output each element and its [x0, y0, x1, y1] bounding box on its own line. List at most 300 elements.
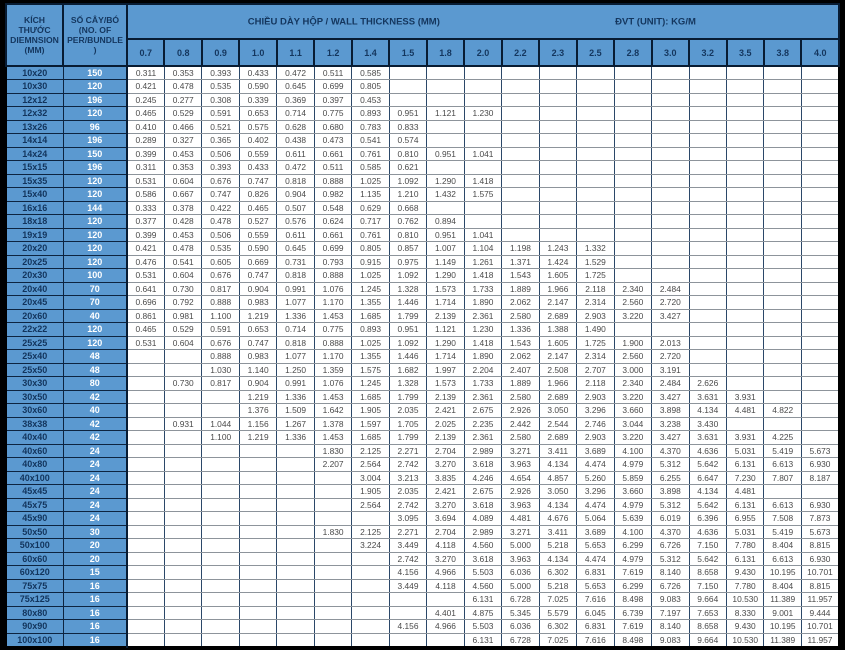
weight-cell: [427, 593, 464, 607]
weight-cell: 2.147: [539, 296, 576, 310]
weight-cell: 8.815: [801, 579, 839, 593]
weight-cell: 0.818: [277, 269, 314, 283]
weight-cell: 1.529: [577, 255, 614, 269]
weight-cell: 0.676: [202, 336, 239, 350]
weight-cell: 0.680: [314, 120, 351, 134]
weight-cell: 2.580: [502, 431, 539, 445]
weight-cell: 1.890: [464, 350, 501, 364]
weight-cell: 7.807: [764, 471, 801, 485]
weight-cell: 0.576: [277, 215, 314, 229]
weight-cell: 0.586: [127, 188, 164, 202]
weight-cell: 0.805: [352, 242, 389, 256]
weight-cell: 2.013: [652, 336, 689, 350]
weight-cell: 2.340: [614, 377, 651, 391]
weight-cell: [239, 471, 276, 485]
table-row: [6, 620, 839, 634]
bundle-count-cell: 70: [63, 296, 127, 310]
weight-cell: [727, 309, 764, 323]
dimension-cell: 14x14: [6, 134, 63, 148]
weight-cell: 1.453: [314, 309, 351, 323]
weight-cell: [652, 188, 689, 202]
weight-cell: [652, 215, 689, 229]
weight-cell: 1.230: [464, 323, 501, 337]
weight-cell: 1.245: [352, 377, 389, 391]
weight-cell: 11.957: [801, 593, 839, 607]
weight-cell: 3.050: [539, 404, 576, 418]
weight-cell: 7.025: [539, 633, 576, 647]
weight-cell: 0.377: [127, 215, 164, 229]
weight-cell: [801, 228, 839, 242]
weight-cell: [464, 161, 501, 175]
weight-cell: [614, 269, 651, 283]
weight-cell: 1.830: [314, 525, 351, 539]
weight-cell: [164, 390, 201, 404]
bundle-count-cell: 16: [63, 579, 127, 593]
weight-cell: [539, 120, 576, 134]
table-row: [6, 120, 839, 134]
weight-cell: 10.701: [801, 620, 839, 634]
weight-cell: [764, 309, 801, 323]
weight-cell: 0.604: [164, 336, 201, 350]
bundle-count-cell: 120: [63, 242, 127, 256]
weight-cell: 0.717: [352, 215, 389, 229]
weight-cell: [727, 147, 764, 161]
bundle-count-cell: 80: [63, 377, 127, 391]
weight-cell: 1.290: [427, 174, 464, 188]
weight-cell: [464, 134, 501, 148]
weight-cell: 3.296: [577, 485, 614, 499]
weight-cell: [652, 93, 689, 107]
weight-cell: 0.714: [277, 323, 314, 337]
table-row: [6, 93, 839, 107]
weight-cell: [652, 201, 689, 215]
weight-cell: 2.742: [389, 458, 426, 472]
weight-cell: 0.653: [239, 107, 276, 121]
weight-cell: 3.631: [689, 390, 726, 404]
weight-cell: [689, 296, 726, 310]
weight-cell: [689, 363, 726, 377]
weight-cell: 8.498: [614, 633, 651, 647]
weight-cell: [577, 107, 614, 121]
table-row: [6, 215, 839, 229]
weight-cell: 7.230: [727, 471, 764, 485]
weight-cell: 0.511: [314, 66, 351, 80]
weight-cell: 4.089: [464, 512, 501, 526]
dimension-cell: 15x40: [6, 188, 63, 202]
thickness-col-header: 1.1: [277, 39, 314, 66]
weight-cell: 0.605: [202, 255, 239, 269]
bundle-count-cell: 24: [63, 444, 127, 458]
weight-cell: [502, 201, 539, 215]
weight-cell: 0.817: [202, 282, 239, 296]
weight-cell: 3.931: [727, 390, 764, 404]
weight-cell: 1.230: [464, 107, 501, 121]
weight-cell: 6.647: [689, 471, 726, 485]
weight-cell: 2.742: [389, 552, 426, 566]
weight-cell: [689, 174, 726, 188]
weight-cell: 0.507: [277, 201, 314, 215]
weight-cell: [652, 80, 689, 94]
bundle-count-cell: 42: [63, 390, 127, 404]
weight-cell: 1.376: [239, 404, 276, 418]
weight-cell: [577, 215, 614, 229]
weight-cell: [164, 633, 201, 647]
weight-cell: 4.156: [389, 566, 426, 580]
weight-cell: [314, 512, 351, 526]
weight-cell: [314, 552, 351, 566]
weight-cell: 5.642: [689, 458, 726, 472]
weight-cell: 0.478: [164, 242, 201, 256]
weight-cell: 9.444: [801, 606, 839, 620]
weight-cell: 1.355: [352, 350, 389, 364]
weight-cell: 3.050: [539, 485, 576, 499]
weight-cell: 0.521: [202, 120, 239, 134]
weight-cell: 0.730: [164, 282, 201, 296]
weight-cell: [127, 579, 164, 593]
weight-cell: 0.747: [239, 174, 276, 188]
weight-cell: [202, 606, 239, 620]
weight-cell: 0.433: [239, 66, 276, 80]
weight-cell: [727, 201, 764, 215]
table-row: [6, 566, 839, 580]
weight-cell: [727, 80, 764, 94]
weight-cell: 1.799: [389, 390, 426, 404]
weight-cell: 0.604: [164, 269, 201, 283]
weight-cell: 0.975: [389, 255, 426, 269]
weight-cell: [202, 471, 239, 485]
weight-cell: 0.775: [314, 107, 351, 121]
weight-cell: 6.930: [801, 498, 839, 512]
weight-cell: 2.421: [427, 485, 464, 499]
weight-cell: [314, 539, 351, 553]
weight-cell: [801, 296, 839, 310]
weight-cell: 6.726: [652, 539, 689, 553]
table-row: [6, 404, 839, 418]
weight-cell: [502, 188, 539, 202]
weight-cell: [352, 512, 389, 526]
weight-cell: 8.330: [727, 606, 764, 620]
weight-cell: 2.989: [464, 444, 501, 458]
weight-cell: 0.506: [202, 228, 239, 242]
weight-cell: 3.411: [539, 525, 576, 539]
weight-cell: 3.296: [577, 404, 614, 418]
weight-cell: 0.535: [202, 80, 239, 94]
dimension-header: [6, 4, 63, 66]
weight-cell: 1.336: [502, 323, 539, 337]
weight-cell: 0.611: [277, 147, 314, 161]
table-row: [6, 296, 839, 310]
thickness-col-header: 1.0: [239, 39, 276, 66]
weight-cell: 0.308: [202, 93, 239, 107]
weight-cell: 0.699: [314, 242, 351, 256]
weight-cell: [239, 620, 276, 634]
weight-cell: [239, 552, 276, 566]
weight-cell: [689, 282, 726, 296]
weight-cell: 1.378: [314, 417, 351, 431]
weight-cell: 8.187: [801, 471, 839, 485]
dimension-cell: 75x125: [6, 593, 63, 607]
dimension-cell: 18x18: [6, 215, 63, 229]
dimension-cell: 19x19: [6, 228, 63, 242]
weight-cell: 2.675: [464, 485, 501, 499]
weight-cell: 11.957: [801, 633, 839, 647]
weight-cell: [577, 228, 614, 242]
weight-cell: 2.062: [502, 296, 539, 310]
table-row: [6, 242, 839, 256]
weight-cell: 3.689: [577, 525, 614, 539]
weight-cell: 5.260: [577, 471, 614, 485]
weight-cell: 7.150: [689, 579, 726, 593]
weight-cell: [164, 431, 201, 445]
weight-cell: [202, 566, 239, 580]
weight-cell: 1.336: [277, 431, 314, 445]
weight-cell: 0.531: [127, 174, 164, 188]
weight-cell: 3.270: [427, 552, 464, 566]
weight-cell: 0.548: [314, 201, 351, 215]
weight-cell: [727, 134, 764, 148]
dimension-header-line: THƯỚC: [18, 24, 51, 35]
weight-cell: 1.418: [464, 336, 501, 350]
weight-cell: 1.685: [352, 390, 389, 404]
weight-cell: 2.235: [464, 417, 501, 431]
weight-cell: [577, 80, 614, 94]
weight-cell: 9.430: [727, 566, 764, 580]
bundle-count-cell: 196: [63, 93, 127, 107]
weight-cell: [764, 350, 801, 364]
table-row: [6, 201, 839, 215]
weight-cell: [239, 512, 276, 526]
weight-cell: [539, 66, 576, 80]
weight-cell: [764, 147, 801, 161]
table-row: [6, 606, 839, 620]
weight-cell: 1.575: [464, 188, 501, 202]
weight-cell: [652, 174, 689, 188]
weight-cell: [164, 525, 201, 539]
weight-cell: 2.580: [502, 309, 539, 323]
weight-cell: 7.619: [614, 566, 651, 580]
weight-cell: [239, 525, 276, 539]
weight-cell: [801, 242, 839, 256]
weight-cell: 2.626: [689, 377, 726, 391]
weight-cell: [577, 93, 614, 107]
weight-cell: 3.694: [427, 512, 464, 526]
weight-cell: 5.642: [689, 552, 726, 566]
weight-cell: 0.478: [202, 215, 239, 229]
weight-cell: 7.619: [614, 620, 651, 634]
weight-cell: 8.404: [764, 539, 801, 553]
weight-cell: 6.613: [764, 498, 801, 512]
weight-cell: 1.044: [202, 417, 239, 431]
bundle-count-cell: 30: [63, 525, 127, 539]
weight-cell: [464, 80, 501, 94]
weight-cell: 1.076: [314, 282, 351, 296]
weight-cell: [164, 458, 201, 472]
weight-cell: 3.220: [614, 309, 651, 323]
weight-cell: 4.401: [427, 606, 464, 620]
bundle-count-cell: 120: [63, 174, 127, 188]
weight-cell: [727, 93, 764, 107]
table-body: [6, 66, 839, 647]
weight-cell: 9.083: [652, 593, 689, 607]
weight-cell: 0.629: [352, 201, 389, 215]
weight-cell: [764, 242, 801, 256]
weight-cell: 0.421: [127, 242, 164, 256]
weight-cell: [239, 606, 276, 620]
weight-cell: [614, 255, 651, 269]
weight-cell: [127, 404, 164, 418]
weight-cell: [352, 606, 389, 620]
weight-cell: 5.312: [652, 552, 689, 566]
weight-cell: 0.611: [277, 228, 314, 242]
weight-cell: [127, 620, 164, 634]
weight-cell: 6.831: [577, 620, 614, 634]
weight-cell: 1.900: [614, 336, 651, 350]
weight-cell: [389, 606, 426, 620]
weight-cell: [502, 161, 539, 175]
weight-cell: 0.399: [127, 147, 164, 161]
weight-cell: 2.125: [352, 525, 389, 539]
weight-cell: 1.733: [464, 377, 501, 391]
weight-cell: 0.574: [389, 134, 426, 148]
weight-cell: 6.131: [727, 552, 764, 566]
weight-cell: 1.453: [314, 390, 351, 404]
dimension-cell: 12x32: [6, 107, 63, 121]
weight-cell: [164, 485, 201, 499]
weight-cell: 0.466: [164, 120, 201, 134]
weight-cell: 0.393: [202, 66, 239, 80]
weight-cell: [164, 552, 201, 566]
weight-cell: 1.210: [389, 188, 426, 202]
weight-cell: [164, 579, 201, 593]
weight-cell: [164, 512, 201, 526]
bundle-count-cell: 150: [63, 66, 127, 80]
dimension-header-line: DIEMNSION: [10, 35, 59, 45]
weight-cell: 1.149: [427, 255, 464, 269]
weight-cell: [801, 363, 839, 377]
weight-cell: [202, 593, 239, 607]
weight-cell: 3.224: [352, 539, 389, 553]
weight-cell: 5.345: [502, 606, 539, 620]
bundle-count-cell: 120: [63, 336, 127, 350]
weight-cell: 4.481: [727, 404, 764, 418]
table-row: [6, 458, 839, 472]
weight-cell: [614, 80, 651, 94]
weight-cell: [727, 255, 764, 269]
weight-cell: 8.498: [614, 593, 651, 607]
weight-cell: [314, 498, 351, 512]
weight-cell: 1.219: [239, 431, 276, 445]
bundle-header-line: SỐ CÂY/BÓ: [70, 14, 120, 25]
weight-cell: [539, 188, 576, 202]
bundle-count-cell: 16: [63, 593, 127, 607]
table-row: [6, 417, 839, 431]
weight-cell: 0.888: [314, 269, 351, 283]
weight-cell: 0.465: [127, 107, 164, 121]
weight-cell: 4.118: [427, 579, 464, 593]
weight-cell: [801, 174, 839, 188]
weight-cell: [502, 215, 539, 229]
weight-cell: 3.660: [614, 485, 651, 499]
weight-cell: [764, 120, 801, 134]
weight-cell: [689, 80, 726, 94]
weight-cell: 1.336: [277, 309, 314, 323]
weight-cell: 0.410: [127, 120, 164, 134]
weight-cell: [727, 296, 764, 310]
weight-cell: 1.432: [427, 188, 464, 202]
weight-cell: 4.966: [427, 566, 464, 580]
weight-cell: 4.134: [689, 485, 726, 499]
weight-cell: [277, 471, 314, 485]
weight-cell: 4.134: [539, 498, 576, 512]
table-row: [6, 512, 839, 526]
weight-cell: [614, 323, 651, 337]
weight-cell: 5.653: [577, 579, 614, 593]
table-row: [6, 431, 839, 445]
weight-cell: 4.118: [427, 539, 464, 553]
weight-cell: 1.799: [389, 309, 426, 323]
weight-cell: 4.979: [614, 552, 651, 566]
weight-cell: 1.446: [389, 296, 426, 310]
weight-cell: [727, 323, 764, 337]
weight-cell: 4.560: [464, 579, 501, 593]
weight-cell: 1.573: [427, 377, 464, 391]
weight-cell: 3.427: [652, 431, 689, 445]
weight-cell: [127, 633, 164, 647]
weight-cell: [127, 485, 164, 499]
weight-cell: 1.100: [202, 431, 239, 445]
weight-cell: 2.689: [539, 431, 576, 445]
weight-cell: [764, 485, 801, 499]
weight-cell: [464, 201, 501, 215]
weight-cell: 5.639: [614, 512, 651, 526]
weight-cell: 0.810: [389, 147, 426, 161]
weight-cell: 5.579: [539, 606, 576, 620]
weight-cell: 4.560: [464, 539, 501, 553]
header-band-row: [6, 4, 839, 39]
weight-cell: 6.613: [764, 552, 801, 566]
weight-cell: [689, 201, 726, 215]
weight-cell: [801, 120, 839, 134]
weight-cell: [239, 579, 276, 593]
bundle-count-cell: 48: [63, 350, 127, 364]
weight-cell: 5.064: [577, 512, 614, 526]
table-row: [6, 633, 839, 647]
weight-cell: 0.402: [239, 134, 276, 148]
weight-cell: 2.361: [464, 309, 501, 323]
weight-cell: [127, 498, 164, 512]
dimension-cell: 12x12: [6, 93, 63, 107]
weight-cell: [127, 512, 164, 526]
weight-cell: [202, 390, 239, 404]
weight-cell: [689, 215, 726, 229]
weight-cell: [689, 336, 726, 350]
weight-cell: 1.243: [539, 242, 576, 256]
wall-thickness-title: CHIỀU DÀY HỘP / WALL THICKNESS (MM): [247, 16, 440, 27]
weight-cell: 3.631: [689, 431, 726, 445]
weight-cell: 8.140: [652, 566, 689, 580]
weight-cell: 3.044: [614, 417, 651, 431]
weight-cell: 1.025: [352, 174, 389, 188]
weight-cell: [689, 255, 726, 269]
weight-cell: 3.430: [689, 417, 726, 431]
weight-cell: 6.396: [689, 512, 726, 526]
bundle-count-cell: 70: [63, 282, 127, 296]
weight-cell: 0.747: [239, 336, 276, 350]
weight-cell: 1.830: [314, 444, 351, 458]
weight-cell: [202, 539, 239, 553]
weight-cell: [539, 161, 576, 175]
weight-cell: 2.035: [389, 485, 426, 499]
